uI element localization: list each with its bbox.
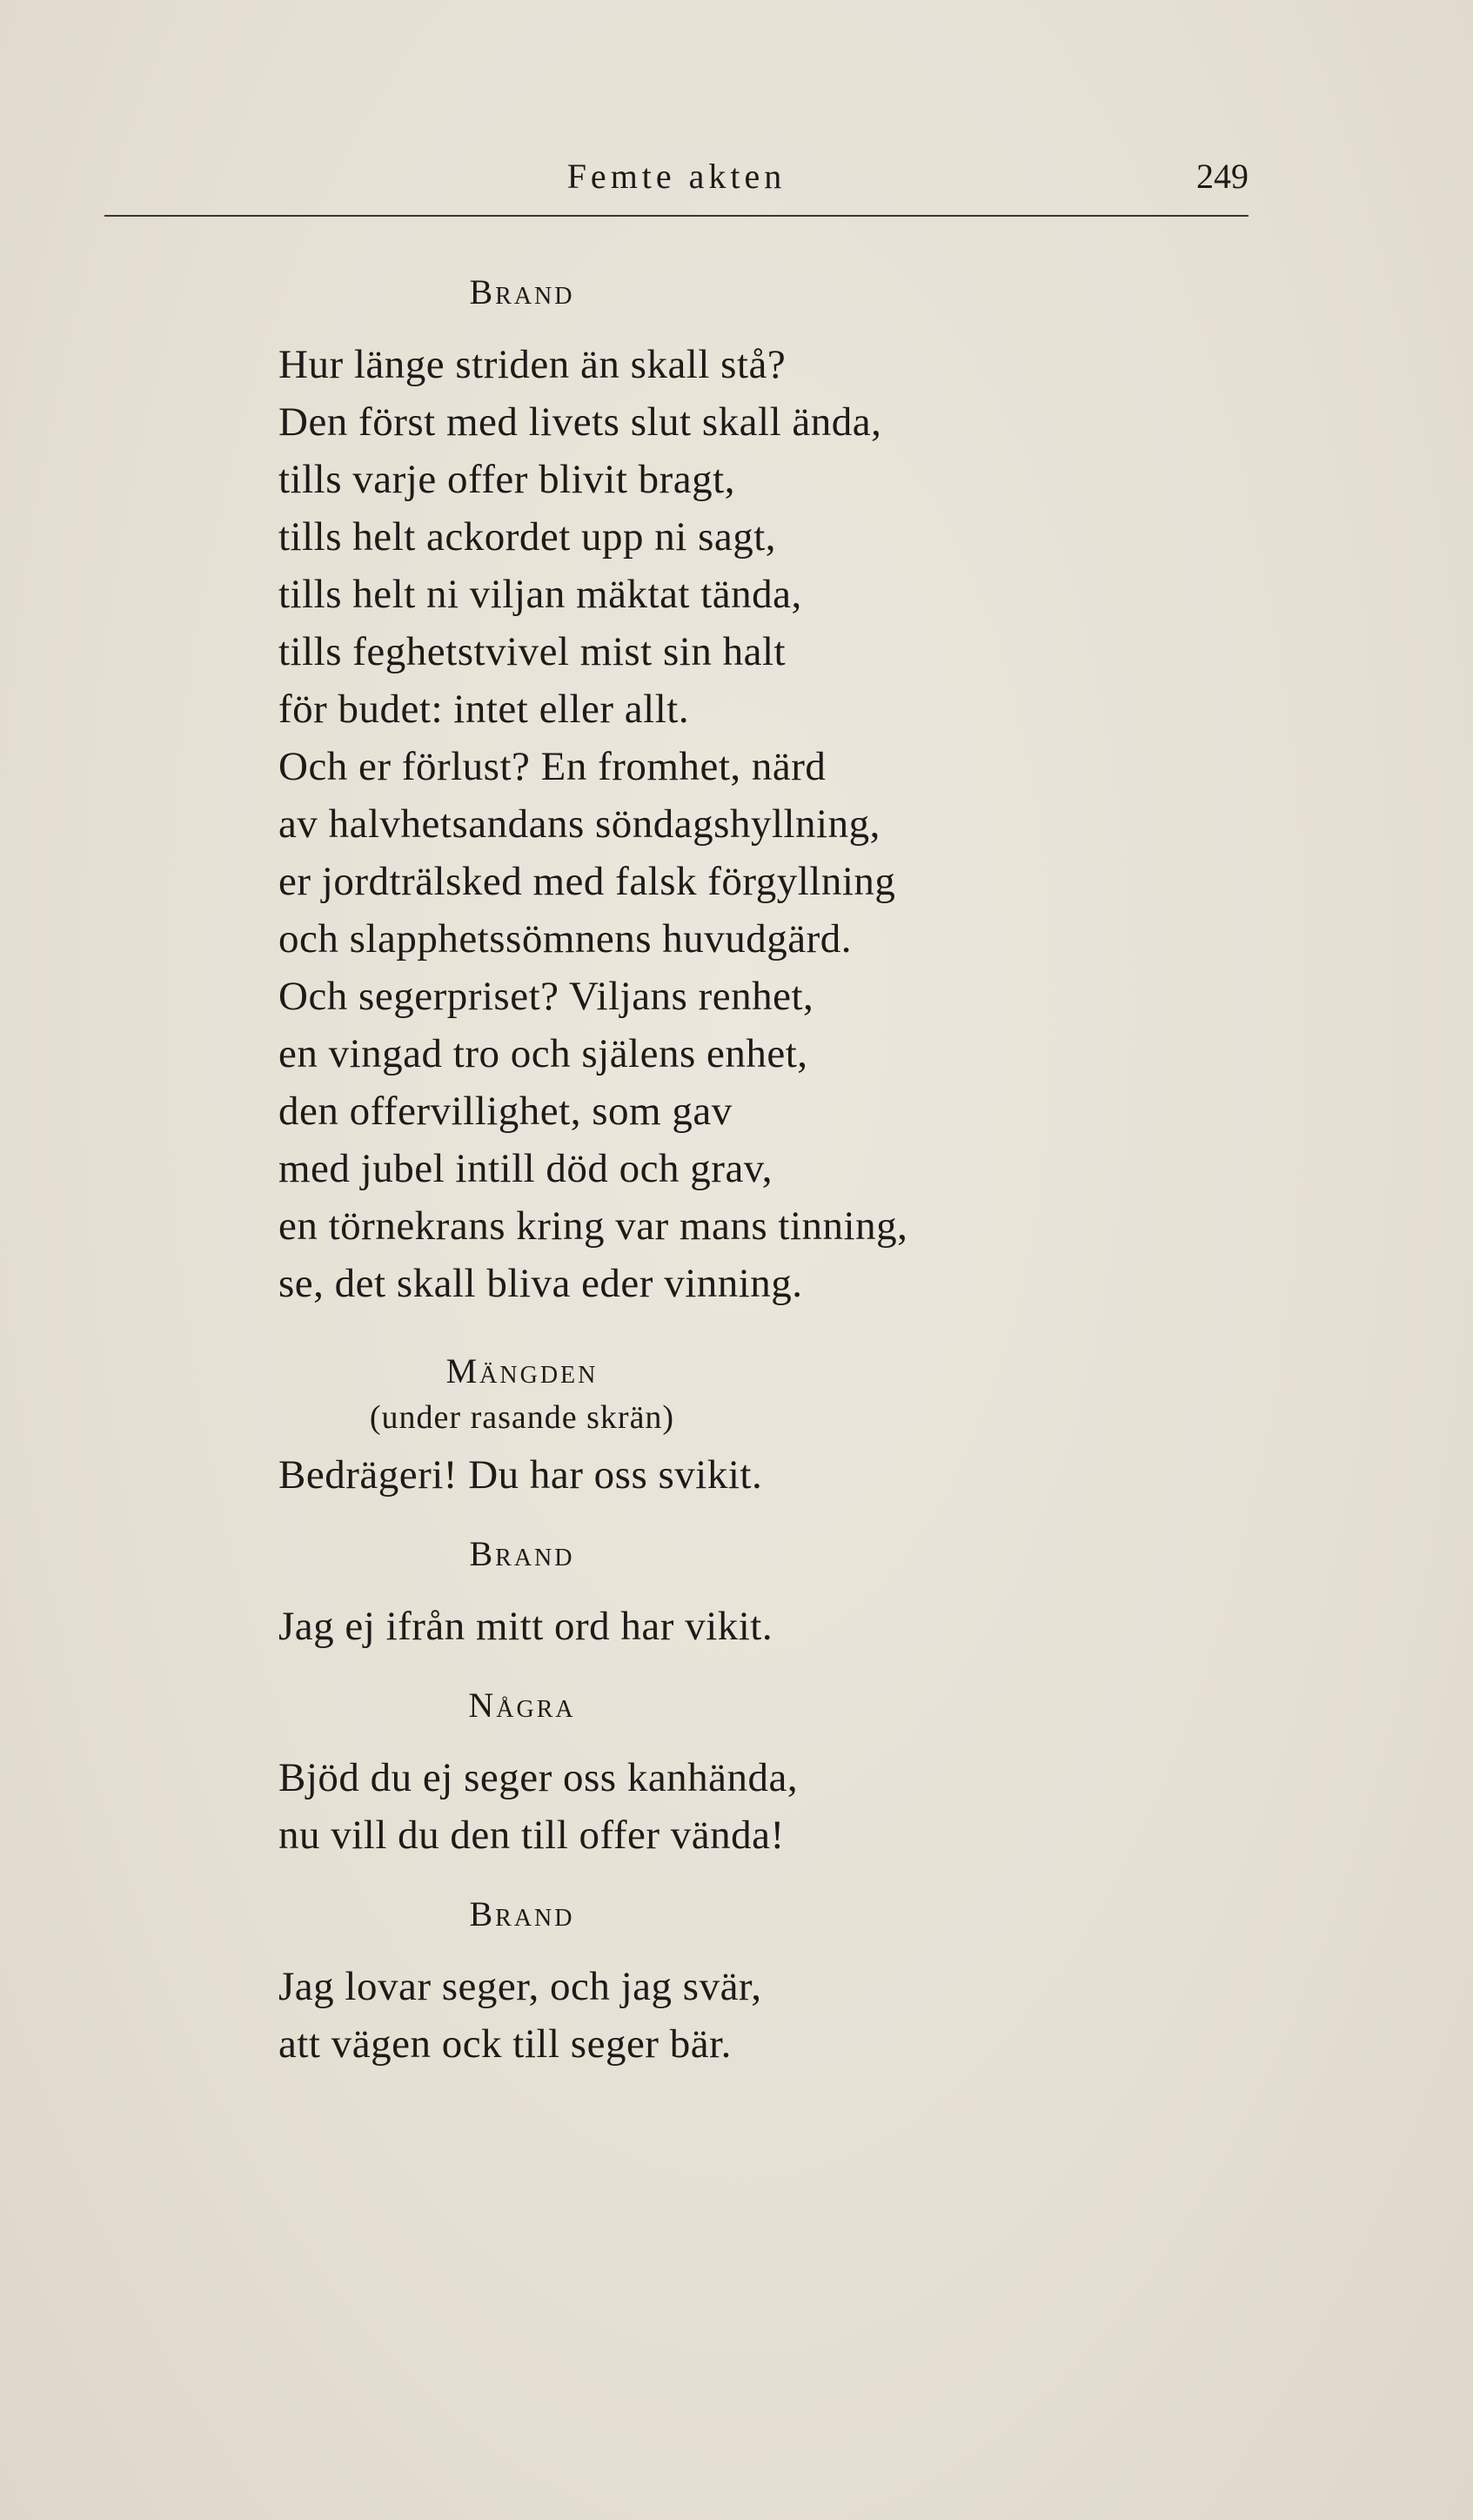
- verse-line: med jubel intill död och grav,: [278, 1146, 773, 1191]
- verse-line: se, det skall bliva eder vinning.: [278, 1261, 803, 1306]
- verse-line: att vägen ock till seger bär.: [278, 2021, 732, 2067]
- verse-line: den offervillighet, som gav: [278, 1089, 733, 1134]
- verse-line: och slapphetssömnens huvudgärd.: [278, 916, 853, 962]
- verse-line: tills varje offer blivit bragt,: [278, 457, 735, 502]
- verse-line: Och segerpriset? Viljans renhet,: [278, 974, 814, 1019]
- verse-block: [278, 336, 1148, 1312]
- speaker-name: Brand: [469, 1894, 575, 1934]
- verse-block: [278, 1749, 1148, 1864]
- running-head: [104, 152, 1249, 204]
- play-text: [278, 244, 1148, 2073]
- verse-line: tills feghetstvivel mist sin halt: [278, 629, 787, 674]
- verse-line: tills helt ni viljan mäktat tända,: [278, 572, 802, 617]
- verse-line: tills helt ackordet upp ni sagt,: [278, 514, 777, 560]
- speaker-name: Mängden: [445, 1351, 599, 1391]
- verse-line: en vingad tro och själens enhet,: [278, 1031, 808, 1076]
- speaker-name: Några: [468, 1686, 576, 1725]
- verse-line: er jordträlsked med falsk förgyllning: [278, 859, 896, 904]
- speaker-name: Brand: [469, 1534, 575, 1573]
- verse-line: av halvhetsandans söndagshyllning,: [278, 801, 880, 847]
- page-number: 249: [1196, 157, 1249, 196]
- verse-line: en törnekrans kring var mans tinning,: [278, 1203, 908, 1249]
- verse-line: Den först med livets slut skall ända,: [278, 399, 882, 445]
- stage-direction: (under rasande skrän): [369, 1399, 675, 1436]
- verse-line: Jag lovar seger, och jag svär,: [278, 1964, 762, 2009]
- verse-block: [278, 1446, 1148, 1504]
- verse-line: Jag ej ifrån mitt ord har vikit.: [278, 1604, 773, 1649]
- speaker-name: Brand: [469, 272, 575, 312]
- verse-line: för budet: intet eller allt.: [278, 687, 690, 732]
- verse-line: Hur länge striden än skall stå?: [278, 342, 787, 387]
- running-title: Femte akten: [566, 157, 787, 196]
- verse-line: Bjöd du ej seger oss kanhända,: [278, 1755, 799, 1800]
- verse-line: Bedrägeri! Du har oss svikit.: [278, 1452, 763, 1498]
- header-rule: [104, 215, 1249, 217]
- verse-block: [278, 1958, 1148, 2073]
- verse-line: nu vill du den till offer vända!: [278, 1813, 785, 1858]
- verse-line: Och er förlust? En fromhet, närd: [278, 744, 827, 789]
- verse-block: [278, 1598, 1148, 1655]
